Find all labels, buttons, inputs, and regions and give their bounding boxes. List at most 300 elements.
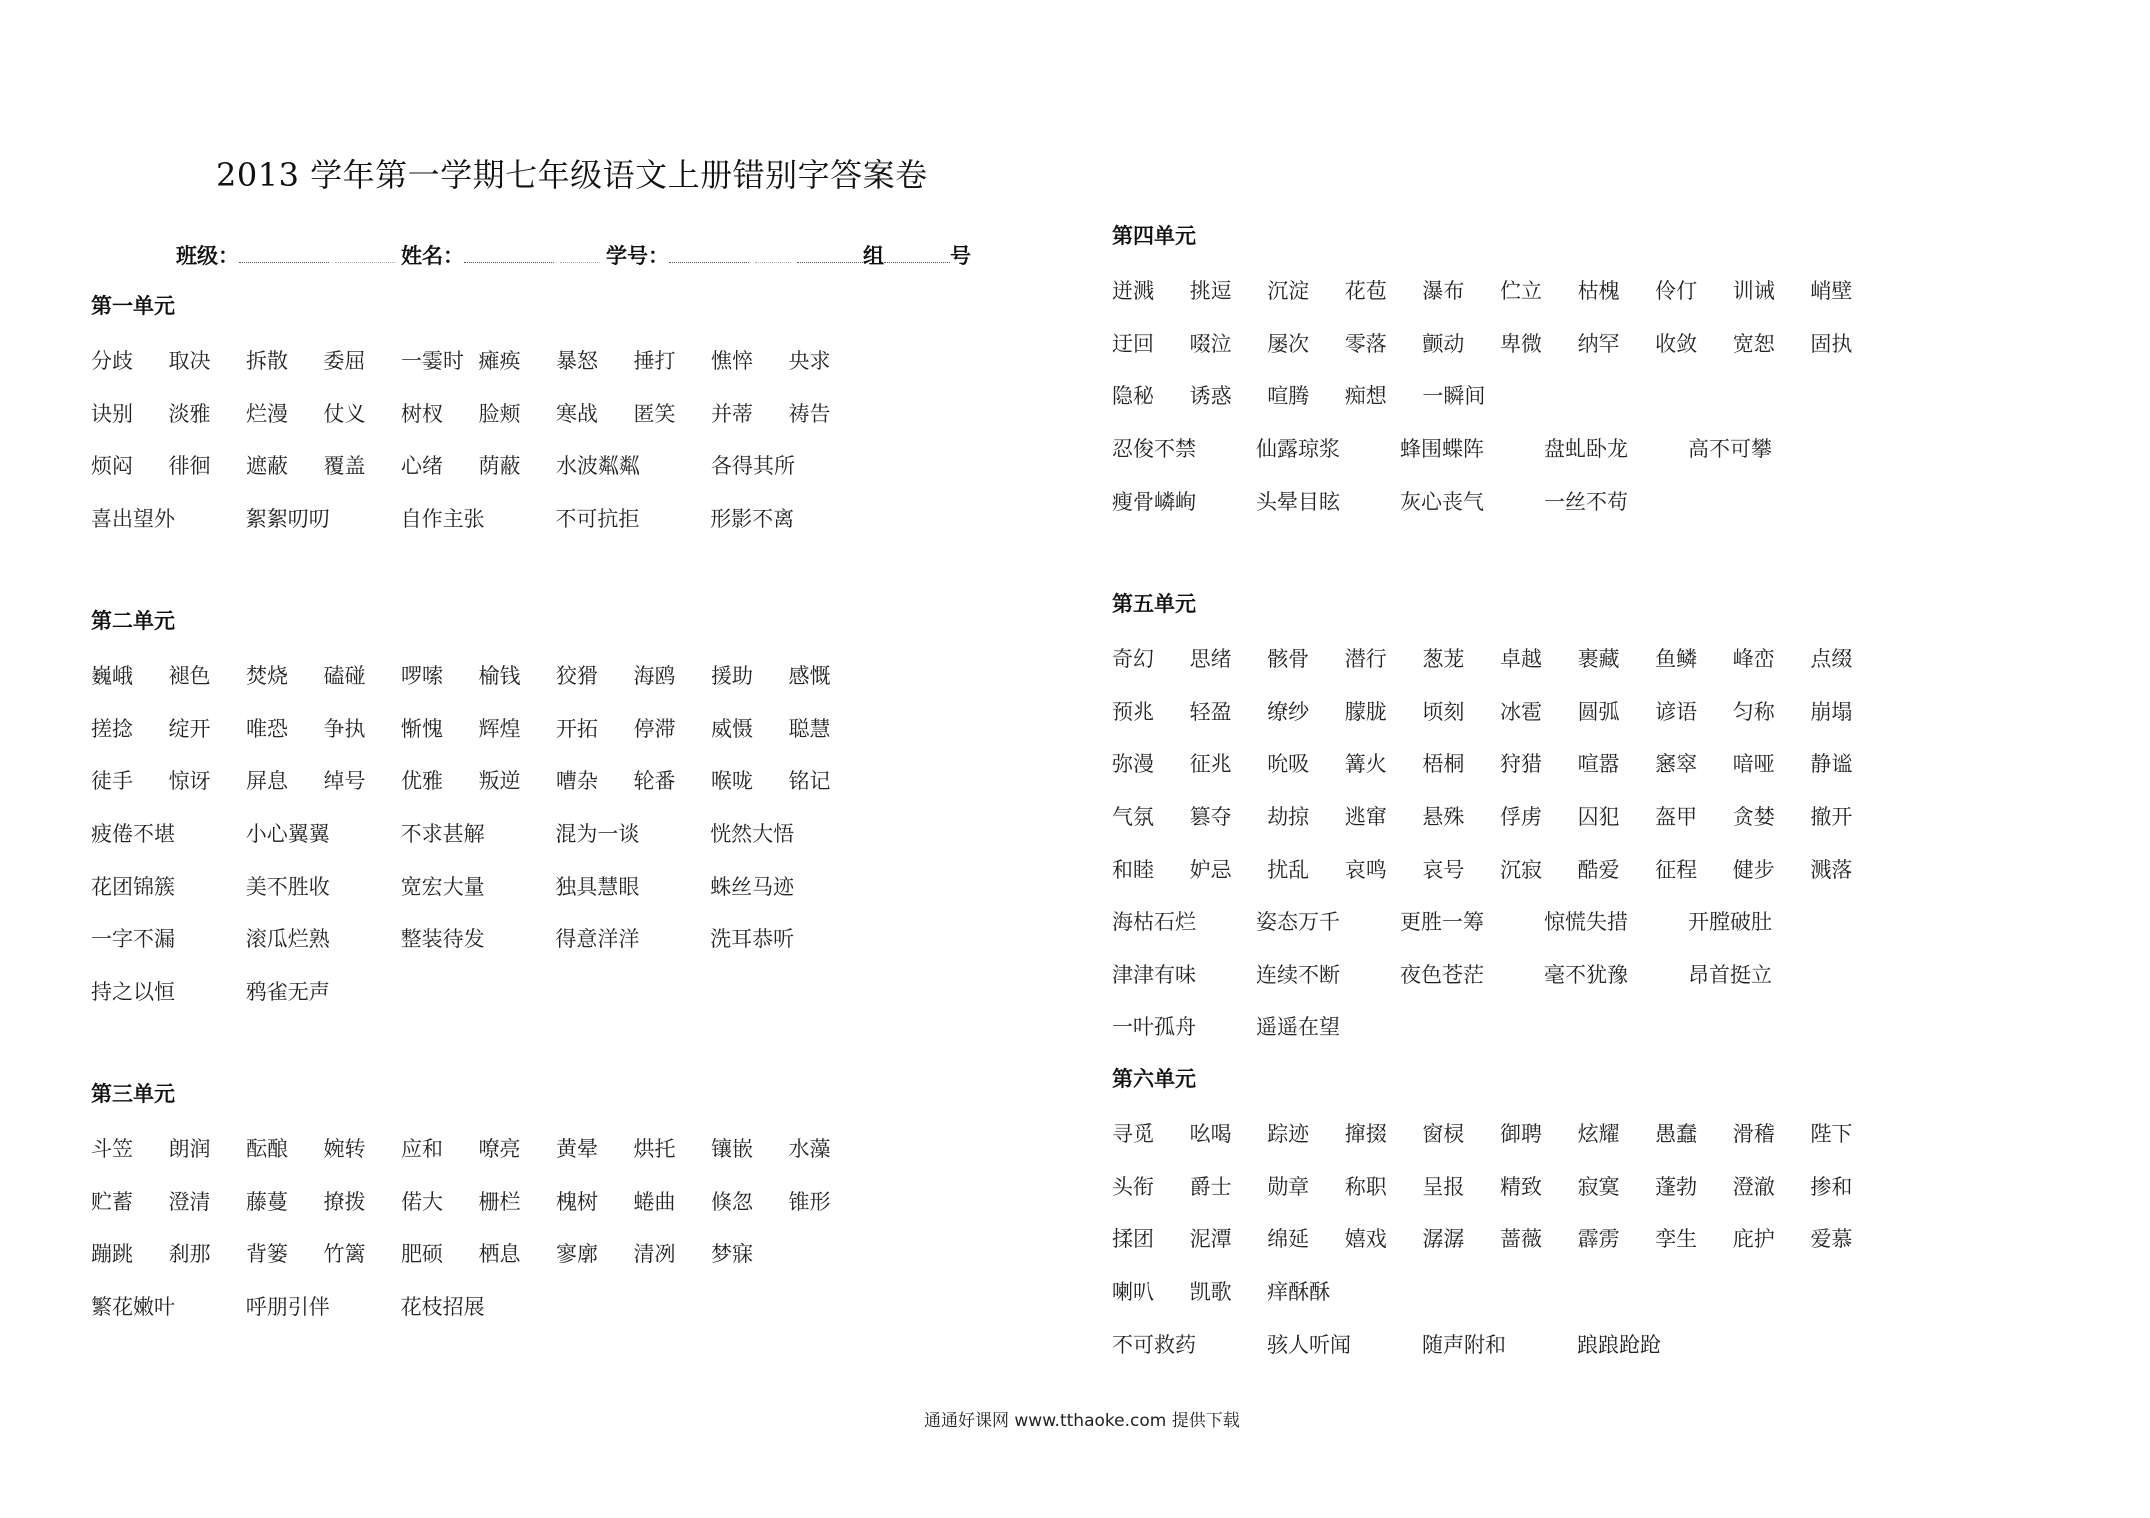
word: 婉转 [323,1137,366,1162]
word: 盔甲 [1655,805,1698,830]
word: 贪婪 [1732,805,1775,830]
word: 踪迹 [1267,1122,1310,1147]
unit-title: 第四单元 [1112,224,1196,248]
word: 峰峦 [1732,647,1775,672]
word-row [91,702,866,755]
word: 盘虬卧龙 [1544,437,1628,462]
word: 焚烧 [246,664,288,689]
word-row [1112,948,1888,1001]
word: 泥潭 [1189,1227,1232,1252]
word-row [1112,842,1888,895]
word: 囚犯 [1577,805,1620,830]
word: 征兆 [1189,752,1232,777]
word: 花团锦簇 [91,874,175,899]
word-row [1112,1160,1888,1213]
word: 蛛丝马迹 [710,874,795,899]
word: 滚瓜烂熟 [245,927,330,952]
student-info-line [176,240,971,270]
word: 征程 [1655,857,1698,882]
id-blank[interactable] [669,244,749,263]
word: 海枯石烂 [1112,910,1196,935]
word: 灰心丧气 [1400,489,1484,514]
word: 绰号 [323,769,366,794]
word: 屡次 [1267,331,1310,356]
word: 诀别 [91,401,133,426]
word: 持之以恒 [91,979,175,1004]
word: 搓捻 [91,716,133,741]
word: 勋章 [1267,1174,1310,1199]
name-label: 姓名： [401,244,464,268]
word: 思绪 [1189,647,1232,672]
unit-title: 第五单元 [1112,592,1196,616]
word: 和睦 [1112,857,1154,882]
word: 掺和 [1810,1174,1853,1199]
word: 呈报 [1422,1174,1465,1199]
word: 伫立 [1499,279,1542,304]
word-row [91,859,866,912]
word: 蓬勃 [1655,1174,1698,1199]
word: 弥漫 [1112,752,1154,777]
word: 瀑布 [1422,279,1465,304]
word: 点缀 [1810,647,1853,672]
word: 蔷薇 [1499,1227,1542,1252]
word: 祷告 [788,401,831,426]
word: 辉煌 [478,716,521,741]
word: 褪色 [168,664,211,689]
word: 喧嚣 [1577,752,1620,777]
word: 静谧 [1810,752,1853,777]
group-label: 组 [863,244,884,268]
word-row [91,334,866,387]
word: 小心翼翼 [245,822,330,847]
word: 愚蠢 [1655,1122,1698,1147]
word: 吆喝 [1189,1122,1232,1147]
word: 津津有味 [1112,962,1196,987]
word: 颤动 [1422,331,1465,356]
word-row [1112,685,1888,738]
word: 高不可攀 [1688,437,1772,462]
word: 喧腾 [1267,384,1310,409]
word: 暴怒 [556,349,598,374]
word: 榆钱 [478,664,521,689]
word-row [91,1122,866,1175]
word: 窗棂 [1422,1122,1465,1147]
unit-5-section [1112,588,1888,1053]
id-label: 学号： [606,244,669,268]
word: 水藻 [788,1137,831,1162]
word: 花枝招展 [400,1295,485,1320]
word: 停滞 [633,716,676,741]
word: 贮蓄 [91,1189,133,1214]
word: 狩猎 [1499,752,1542,777]
word-row [91,387,866,440]
word: 竹篱 [323,1242,366,1267]
word: 哀号 [1422,857,1465,882]
word: 潺潺 [1422,1227,1465,1252]
word: 梦寐 [711,1242,753,1267]
word: 应和 [401,1137,443,1162]
word: 朗润 [168,1137,211,1162]
word: 黄晕 [556,1137,598,1162]
word: 荫蔽 [478,454,521,479]
word: 扰乱 [1267,857,1310,882]
word: 烦闷 [91,454,133,479]
word: 独具慧眼 [555,874,640,899]
word: 葱茏 [1422,647,1465,672]
unit-title: 第一单元 [91,294,175,318]
word-row [1112,422,1888,475]
word: 酷爱 [1577,857,1620,882]
word: 磕碰 [323,664,366,689]
word: 不可救药 [1112,1332,1196,1357]
word: 宽恕 [1732,331,1775,356]
word-row [1112,895,1888,948]
word: 惊讶 [168,769,211,794]
word: 骇人听闻 [1267,1332,1351,1357]
word: 酝酿 [246,1137,288,1162]
word: 感慨 [788,664,831,689]
word: 烘托 [633,1137,676,1162]
word: 唯恐 [246,716,288,741]
word: 昂首挺立 [1688,962,1772,987]
word: 训诫 [1732,279,1775,304]
word: 嬉戏 [1344,1227,1387,1252]
word: 孪生 [1655,1227,1698,1252]
word: 刹那 [168,1242,211,1267]
word: 惊慌失措 [1544,910,1628,935]
word: 揉团 [1112,1227,1154,1252]
word: 篡夺 [1189,805,1232,830]
word: 收敛 [1655,331,1698,356]
word: 背篓 [246,1242,288,1267]
word: 威慑 [711,716,753,741]
page-title: 2013 学年第一学期七年级语文上册错别字答案卷 [216,156,928,194]
word: 絮絮叨叨 [245,507,330,532]
word-row [91,965,866,1018]
footer-source: 通通好课网 www.tthaoke.com 提供下载 [924,1411,1240,1431]
word: 澄清 [168,1189,211,1214]
word: 聪慧 [788,716,831,741]
word: 裹藏 [1577,647,1620,672]
word: 更胜一筹 [1400,910,1484,935]
word: 瘫痪 [478,349,521,374]
word-row [1112,264,1888,317]
word: 喜出望外 [91,507,175,532]
word: 嘈杂 [556,769,598,794]
word: 树杈 [401,401,443,426]
word: 争执 [323,716,366,741]
unit-1-section [91,290,866,544]
word: 连续不断 [1256,962,1340,987]
word: 枯槐 [1577,279,1620,304]
word: 爱慕 [1810,1227,1853,1252]
word: 嘹亮 [478,1137,521,1162]
word: 狡猾 [556,664,598,689]
word: 各得其所 [711,454,795,479]
word-row [91,912,866,965]
word: 潜行 [1344,647,1387,672]
word: 并蒂 [711,401,753,426]
word: 诱惑 [1189,384,1232,409]
word: 澄澈 [1732,1174,1775,1199]
word: 固执 [1810,331,1853,356]
word: 央求 [788,349,831,374]
word: 倏忽 [711,1189,753,1214]
unit-3-section [91,1078,866,1332]
dotted-gap [755,244,791,263]
word: 美不胜收 [245,874,330,899]
word-row [91,649,866,702]
word: 顷刻 [1422,699,1465,724]
word: 称职 [1344,1174,1387,1199]
word: 毫不犹豫 [1544,962,1628,987]
word: 健步 [1732,857,1775,882]
word: 沉寂 [1499,857,1542,882]
word: 藤蔓 [246,1189,288,1214]
word: 整装待发 [400,927,485,952]
word: 御聘 [1499,1122,1542,1147]
word: 瘦骨嶙峋 [1112,489,1196,514]
word: 痴想 [1344,384,1387,409]
word: 遥遥在望 [1256,1015,1340,1040]
word: 迂回 [1112,331,1154,356]
word: 痒酥酥 [1267,1280,1331,1305]
word: 绵延 [1267,1227,1310,1252]
unit-2-section [91,605,866,1017]
word: 一字不漏 [91,927,175,952]
unit-4-section [1112,220,1888,527]
word: 挑逗 [1189,279,1232,304]
word: 水波粼粼 [556,454,640,479]
word: 夜色苍茫 [1400,962,1484,987]
word: 迸溅 [1112,279,1154,304]
word: 喇叭 [1112,1280,1154,1305]
word: 滑稽 [1732,1122,1775,1147]
word: 取决 [168,349,211,374]
word: 头衔 [1112,1174,1154,1199]
word: 崩塌 [1810,699,1853,724]
word: 姿态万千 [1256,910,1340,935]
group-blank[interactable] [797,244,863,263]
word-row [91,1175,866,1228]
word: 栅栏 [478,1189,521,1214]
word: 鱼鳞 [1655,647,1698,672]
word: 形影不离 [710,507,795,532]
word: 拆散 [246,349,288,374]
word-row [1112,790,1888,843]
word: 逃窜 [1344,805,1387,830]
class-blank[interactable] [239,244,329,263]
word: 斗笠 [91,1137,133,1162]
word: 捶打 [633,349,676,374]
word: 屏息 [246,769,288,794]
unit-6-section [1112,1063,1888,1370]
word: 预兆 [1112,699,1154,724]
word-row [1112,474,1888,527]
word: 奇幻 [1112,647,1154,672]
word-row [91,1227,866,1280]
word: 不可抗拒 [555,507,640,532]
word: 轮番 [633,769,676,794]
word: 巍峨 [91,664,133,689]
word: 不求甚解 [400,822,485,847]
word: 喑哑 [1732,752,1775,777]
word: 清冽 [633,1242,676,1267]
word: 憔悴 [711,349,753,374]
word: 缭纱 [1267,699,1310,724]
word: 洗耳恭听 [710,927,795,952]
word: 肥硕 [401,1242,443,1267]
word: 寻觅 [1112,1122,1154,1147]
word: 吮吸 [1267,752,1310,777]
dotted-gap [560,244,600,263]
word: 窸窣 [1655,752,1698,777]
word: 踉踉跄跄 [1577,1332,1661,1357]
word-row [91,807,866,860]
word: 卑微 [1499,331,1542,356]
word: 圆弧 [1577,699,1620,724]
word: 卓越 [1499,647,1542,672]
word: 篝火 [1344,752,1387,777]
word: 爵士 [1189,1174,1232,1199]
word: 烂漫 [246,401,288,426]
word: 俘虏 [1499,805,1542,830]
word: 疲倦不堪 [91,822,175,847]
word-row [1112,1265,1888,1318]
word: 妒忌 [1189,857,1232,882]
word-row [1112,1000,1888,1053]
word: 撩拨 [323,1189,366,1214]
word: 槐树 [556,1189,598,1214]
word: 一丝不苟 [1544,489,1628,514]
word: 零落 [1344,331,1387,356]
word: 一叶孤舟 [1112,1015,1196,1040]
word: 宽宏大量 [400,874,485,899]
number-blank[interactable] [884,244,950,263]
word: 啰嗦 [401,664,443,689]
word: 海鸥 [633,664,676,689]
word: 开膛破肚 [1688,910,1772,935]
word: 铭记 [788,769,831,794]
word: 一霎时 [401,349,464,374]
word: 朦胧 [1344,699,1387,724]
word: 蜂围蝶阵 [1400,437,1484,462]
word: 忍俊不禁 [1112,437,1196,462]
word-row [1112,737,1888,790]
word: 悬殊 [1422,805,1465,830]
word: 蜷曲 [633,1189,676,1214]
word: 遮蔽 [246,454,288,479]
word: 气氛 [1112,805,1154,830]
word-row [1112,317,1888,370]
word: 开拓 [556,716,598,741]
word: 轻盈 [1189,699,1232,724]
word: 呼朋引伴 [245,1295,330,1320]
word: 栖息 [478,1242,521,1267]
word: 陛下 [1810,1122,1853,1147]
word: 骸骨 [1267,647,1310,672]
word: 霹雳 [1577,1227,1620,1252]
unit-title: 第二单元 [91,609,175,633]
word: 叛逆 [478,769,521,794]
word: 劫掠 [1267,805,1310,830]
word: 凯歌 [1189,1280,1232,1305]
unit-title: 第三单元 [91,1082,175,1106]
word-row [1112,1317,1888,1370]
word: 偌大 [401,1189,443,1214]
word: 得意洋洋 [555,927,640,952]
word: 隐秘 [1112,384,1154,409]
word-row [91,439,866,492]
word-row [91,754,866,807]
word: 伶仃 [1655,279,1698,304]
word-row [1112,632,1888,685]
word: 炫耀 [1577,1122,1620,1147]
word: 喉咙 [711,769,753,794]
word: 撤开 [1810,805,1853,830]
word: 鸦雀无声 [245,979,330,1004]
number-label: 号 [950,244,971,268]
word: 惭愧 [401,716,443,741]
unit-title: 第六单元 [1112,1067,1196,1091]
word: 梧桐 [1422,752,1465,777]
word: 哀鸣 [1344,857,1387,882]
word: 锥形 [788,1189,831,1214]
word: 援助 [711,664,753,689]
word: 庇护 [1732,1227,1775,1252]
word: 蹦跳 [91,1242,133,1267]
word: 混为一谈 [555,822,640,847]
word: 心绪 [401,454,443,479]
word: 精致 [1499,1174,1542,1199]
word: 沉淀 [1267,279,1310,304]
word: 繁花嫩叶 [91,1295,175,1320]
word-row [91,492,866,545]
word: 冰雹 [1499,699,1542,724]
word: 花苞 [1344,279,1387,304]
word-row [1112,1107,1888,1160]
word: 匿笑 [633,401,676,426]
word: 纳罕 [1577,331,1620,356]
word: 寥廓 [556,1242,598,1267]
word: 镶嵌 [711,1137,753,1162]
word: 随声附和 [1422,1332,1506,1357]
word: 匀称 [1732,699,1775,724]
word: 绽开 [168,716,211,741]
word: 恍然大悟 [710,822,795,847]
word: 仗义 [323,401,366,426]
word: 自作主张 [400,507,485,532]
word: 寂寞 [1577,1174,1620,1199]
word-row [1112,369,1888,422]
word: 峭壁 [1810,279,1853,304]
word-row [91,1280,866,1333]
word: 溅落 [1810,857,1853,882]
word: 分歧 [91,349,133,374]
word: 撺掇 [1344,1122,1387,1147]
word: 优雅 [401,769,443,794]
word: 谚语 [1655,699,1698,724]
word: 头晕目眩 [1256,489,1340,514]
word: 淡雅 [168,401,211,426]
name-blank[interactable] [464,244,554,263]
word: 啜泣 [1189,331,1232,356]
class-label: 班级： [176,244,239,268]
word-row [1112,1212,1888,1265]
word: 寒战 [556,401,598,426]
dotted-gap [335,244,395,263]
word: 仙露琼浆 [1256,437,1340,462]
